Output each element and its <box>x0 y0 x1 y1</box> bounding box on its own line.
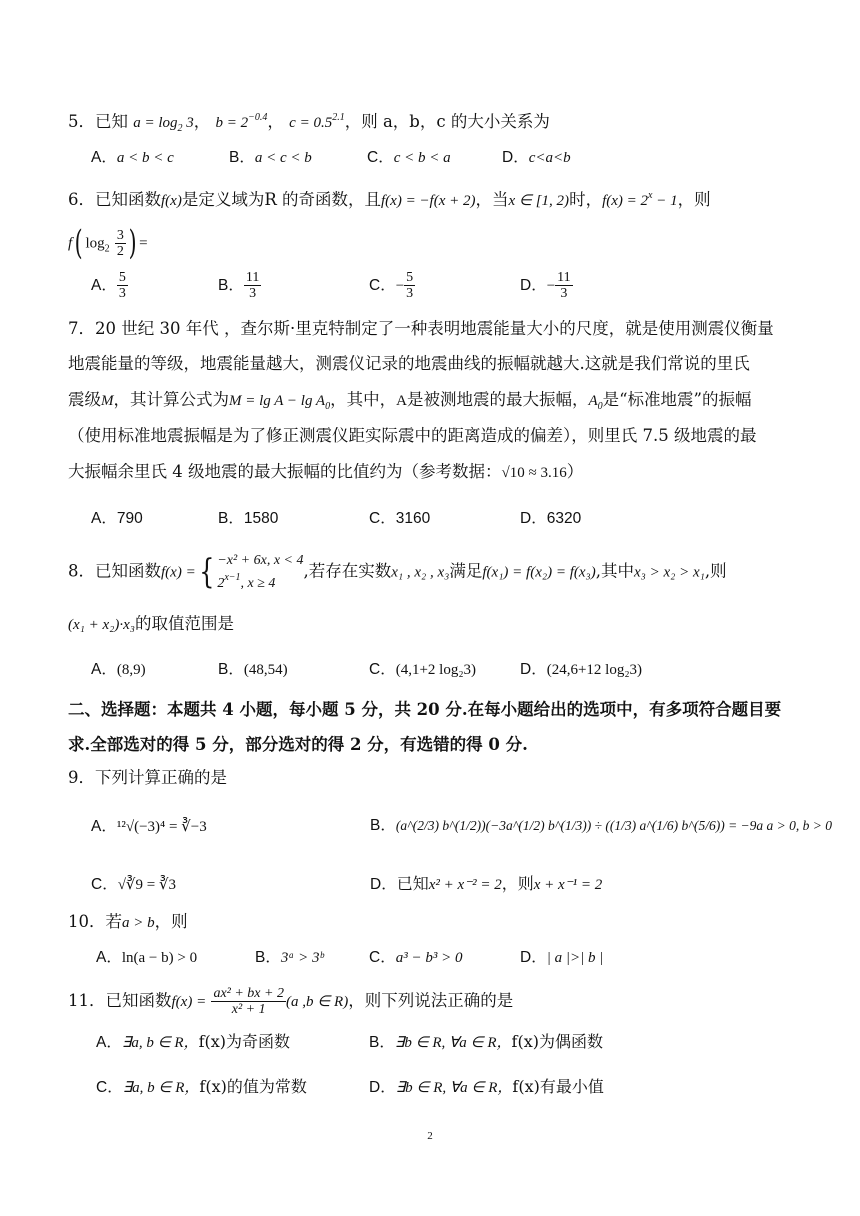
q7-line4: （使用标准地震振幅是为了修正测震仪距实际震中的距离造成的偏差），则里氏 7.5 级地震的最 <box>68 426 757 445</box>
q9-option-b: B．(a^(2/3) b^(1/2))(−3a^(1/2) b^(1/3)) ÷ ((1/3) a^(1/6) b^(5/6)) = −9a a > 0, b > 0 <box>370 817 833 834</box>
q8-fx: f(x) = <box>161 564 196 581</box>
q11-option-d: D．∃b ∈ R, ∀a ∈ R，f(x)有最小值 <box>369 1077 604 1096</box>
q8-stem: 8．已知函数f(x) ={ −x² + 6x, x < 4 $2^{x-1}$, x ≥ 4 ,若存在实数x₁ , x₂ , x₃满足f(x₁) = f(x₂) = f(x₃),其中x₃ > x₂ > x₁,则 <box>68 552 727 592</box>
q6-fx: f(x) <box>161 193 182 209</box>
q5-b-def: $b = 2^{-0.4}$ <box>215 112 268 131</box>
q6-domain: x ∈ [1, 2) <box>508 193 570 209</box>
q10-option-b: B．3ᵃ > 3ᵇ <box>255 949 324 966</box>
q9-option-d: D．已知x² + x⁻² = 2，则x + x⁻¹ = 2 <box>370 874 603 893</box>
q6-option-c: C．− $\frac{5}{3}$ <box>369 270 414 301</box>
q10-stem: 10．若a > b，则 <box>68 912 188 931</box>
q5-a-def: $a = \log_2 3$ <box>133 115 194 134</box>
q6-eval-eq: = <box>139 235 148 252</box>
q5-option-a: A．a < b < c <box>91 149 174 166</box>
q8-expression: (x₁ + x₂)·x₃ <box>68 617 135 633</box>
q11-option-a: A．∃a, b ∈ R，f(x)为奇函数 <box>96 1032 290 1051</box>
q11-fraction: $\frac{\text{ax² + bx + 2}}{\text{x² + 1}}$ <box>213 986 284 1017</box>
left-paren: ( <box>74 223 83 263</box>
q9-option-a: A．¹²√(−3)⁴ = ∛−3 <box>91 818 207 835</box>
q7-option-a: A．790 <box>91 510 143 527</box>
q8-stem-line2: (x₁ + x₂)·x₃的取值范围是 <box>68 614 234 633</box>
q9-stem: 9．下列计算正确的是 <box>68 768 227 787</box>
q10-option-d: D．| a |>| b | <box>520 949 604 966</box>
q8-option-d: D．(24,6+12 log₂3) <box>520 661 643 678</box>
q6-eval <box>68 223 808 263</box>
q6-eval-frac: $\frac{3}{2}$ <box>116 227 124 259</box>
q6-stem-post: ，则 <box>677 190 711 209</box>
q11-option-c: C．∃a, b ∈ R，f(x)的值为常数 <box>96 1077 307 1096</box>
q7-option-c: C．3160 <box>369 510 431 527</box>
q7-option-d: D．6320 <box>520 510 582 527</box>
q8-cases: −x² + 6x, x < 4 $2^{x-1}$, x ≥ 4 <box>217 553 304 591</box>
q5-option-b: B．a < c < b <box>229 149 312 166</box>
q7-line3: 震级M，其计算公式为$M = \lg A - \lg A_0$，其中，A是被测地震的最大振幅，$A_0$是“标准地震”的振幅 <box>68 390 752 412</box>
q5-stem-post: ，则 a，b，c 的大小关系为 <box>344 112 550 131</box>
q6-eval-log: log <box>85 235 105 252</box>
q5-c-def: $c = 0.5^{2.1}$ <box>289 112 345 131</box>
q8-option-c: C．(4,1+2 log₂3) <box>369 661 477 678</box>
q5-stem: 5．已知 $a = \log_2 3$， $b = 2^{-0.4}$， $c = 0.5^{2.1}$，则 a，b，c 的大小关系为 <box>68 112 550 134</box>
q6-relation: f(x) = −f(x + 2) <box>381 193 476 209</box>
q6-stem-mid3: 时， <box>569 190 603 209</box>
q6-stem-pre: 6．已知函数 <box>68 190 161 209</box>
page-number: 2 <box>427 1130 433 1142</box>
q9-option-c: C．√∛9 = ∛3 <box>91 876 177 893</box>
q6-stem <box>68 184 808 213</box>
section2-heading-line2: 求.全部选对的得 5 分，部分选对的得 2 分，有选错的得 0 分. <box>68 735 528 754</box>
q6-option-b: B． $\frac{11}{3}$ <box>218 270 260 301</box>
q10-option-c: C．a³ − b³ > 0 <box>369 949 463 966</box>
q6-eval-f: f <box>68 235 73 252</box>
q6-option-a: A． $\frac{5}{3}$ <box>91 270 126 301</box>
q5-option-d: D．c<a<b <box>502 149 571 166</box>
q8-brace: { <box>198 552 215 592</box>
q11-stem: 11．已知函数f(x) = $\frac{\text{ax² + bx + 2}}{\text{x² + 1}}$ (a ,b ∈ R)，则下列说法正确的是 <box>68 986 514 1017</box>
q7-option-b: B．1580 <box>218 510 279 527</box>
q7-line2: 地震能量的等级，地震能量越大，测震仪记录的地震曲线的振幅就越大.这就是我们常说的里氏 <box>68 354 750 373</box>
q6-stem-mid1: 是定义域为R 的奇函数，且 <box>181 190 381 209</box>
q7-line5: 大振幅余里氏 4 级地震的最大振幅的比值约为（参考数据：√10 ≈ 3.16） <box>68 462 584 481</box>
q8-option-a: A．(8,9) <box>91 661 146 678</box>
q10-option-a: A．ln(a − b) > 0 <box>96 949 198 966</box>
q5-stem-pre: 5．已知 <box>68 112 128 131</box>
q6-eval-base: 2 <box>104 243 110 255</box>
section2-heading-line1: 二、选择题：本题共 4 小题，每小题 5 分，共 20 分.在每小题给出的选项中，有多项符合题目要 <box>68 700 782 719</box>
q7-line1: 7．20 世纪 30 年代 ，查尔斯·里克特制定了一种表明地震能量大小的尺度，就是使用测震仪衡量 <box>68 319 774 338</box>
q11-option-b: B．∃b ∈ R, ∀a ∈ R，f(x)为偶函数 <box>369 1032 603 1051</box>
q6-stem-mid2: ，当 <box>475 190 509 209</box>
q6-def: $f(x) = 2^x - 1$ <box>602 190 678 209</box>
q6-option-d: D．− $\frac{11}{3}$ <box>520 270 571 301</box>
q7-formula: $M = \lg A - \lg A_0$ <box>229 393 331 412</box>
q7-reference-value: √10 ≈ 3.16 <box>501 465 567 481</box>
q5-option-c: C．c < b < a <box>367 149 451 166</box>
right-paren: ) <box>128 223 137 263</box>
q8-option-b: B．(48,54) <box>218 661 288 678</box>
